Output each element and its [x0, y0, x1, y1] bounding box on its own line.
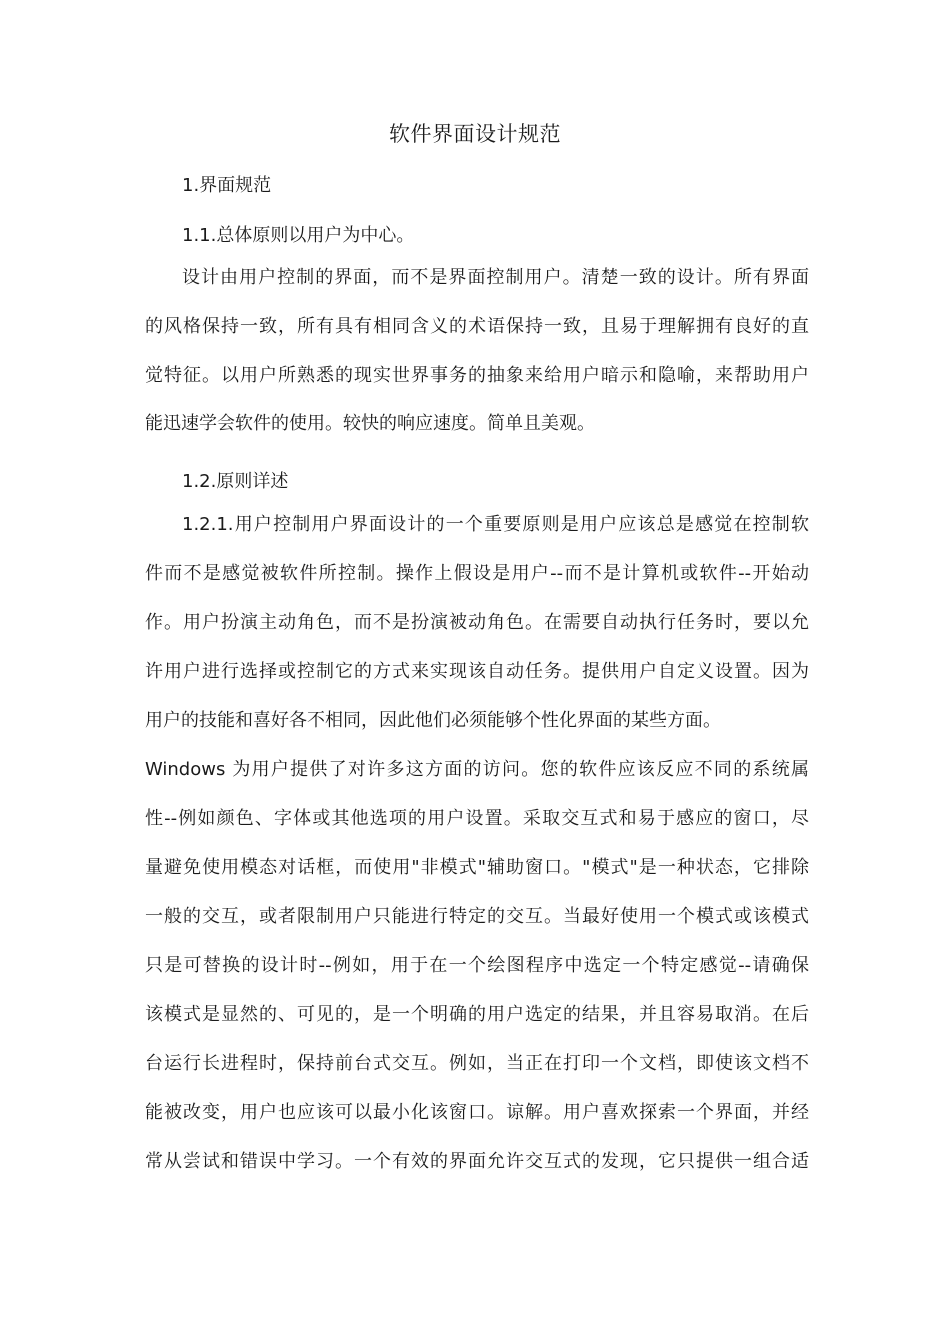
paragraph-line: 1.2.1.用户控制用户界面设计的一个重要原则是用户应该总是感觉在控制软	[182, 514, 809, 535]
paragraph-line: 该模式是显然的、可见的，是一个明确的用户选定的结果，并且容易取消。在后	[145, 1004, 809, 1025]
section-heading-1-1: 1.1.总体原则以用户为中心。	[182, 225, 415, 246]
section-heading-1-2: 1.2.原则详述	[182, 471, 289, 492]
section-heading-1: 1.界面规范	[182, 175, 272, 196]
paragraph-line: 的风格保持一致，所有具有相同含义的术语保持一致，且易于理解拥有良好的直	[145, 316, 809, 337]
paragraph-line: 能被改变，用户也应该可以最小化该窗口。谅解。用户喜欢探索一个界面，并经	[145, 1102, 809, 1123]
paragraph-line: 能迅速学会软件的使用。较快的响应速度。简单且美观。	[145, 413, 595, 434]
paragraph-line: 台运行长进程时，保持前台式交互。例如，当正在打印一个文档，即使该文档不	[145, 1053, 809, 1074]
paragraph-line: 用户的技能和喜好各不相同，因此他们必须能够个性化界面的某些方面。	[145, 710, 721, 731]
paragraph-line: 觉特征。以用户所熟悉的现实世界事务的抽象来给用户暗示和隐喻，来帮助用户	[145, 365, 809, 386]
paragraph-line: 作。用户扮演主动角色，而不是扮演被动角色。在需要自动执行任务时，要以允	[145, 612, 809, 633]
paragraph-line: 设计由用户控制的界面，而不是界面控制用户。清楚一致的设计。所有界面	[182, 267, 809, 288]
paragraph-line: 件而不是感觉被软件所控制。操作上假设是用户--而不是计算机或软件--开始动	[145, 563, 809, 584]
paragraph-line: 量避免使用模态对话框，而使用"非模式"辅助窗口。"模式"是一种状态，它排除	[145, 857, 809, 878]
paragraph-line: 性--例如颜色、字体或其他选项的用户设置。采取交互式和易于感应的窗口，尽	[145, 808, 809, 829]
paragraph-line: 只是可替换的设计时--例如，用于在一个绘图程序中选定一个特定感觉--请确保	[145, 955, 809, 976]
paragraph-line: 许用户进行选择或控制它的方式来实现该自动任务。提供用户自定义设置。因为	[145, 661, 809, 682]
paragraph-line: Windows 为用户提供了对许多这方面的访问。您的软件应该反应不同的系统属	[145, 759, 809, 780]
document-title: 软件界面设计规范	[389, 122, 561, 146]
paragraph-line: 一般的交互，或者限制用户只能进行特定的交互。当最好使用一个模式或该模式	[145, 906, 809, 927]
paragraph-line: 常从尝试和错误中学习。一个有效的界面允许交互式的发现，它只提供一组合适	[145, 1151, 809, 1172]
